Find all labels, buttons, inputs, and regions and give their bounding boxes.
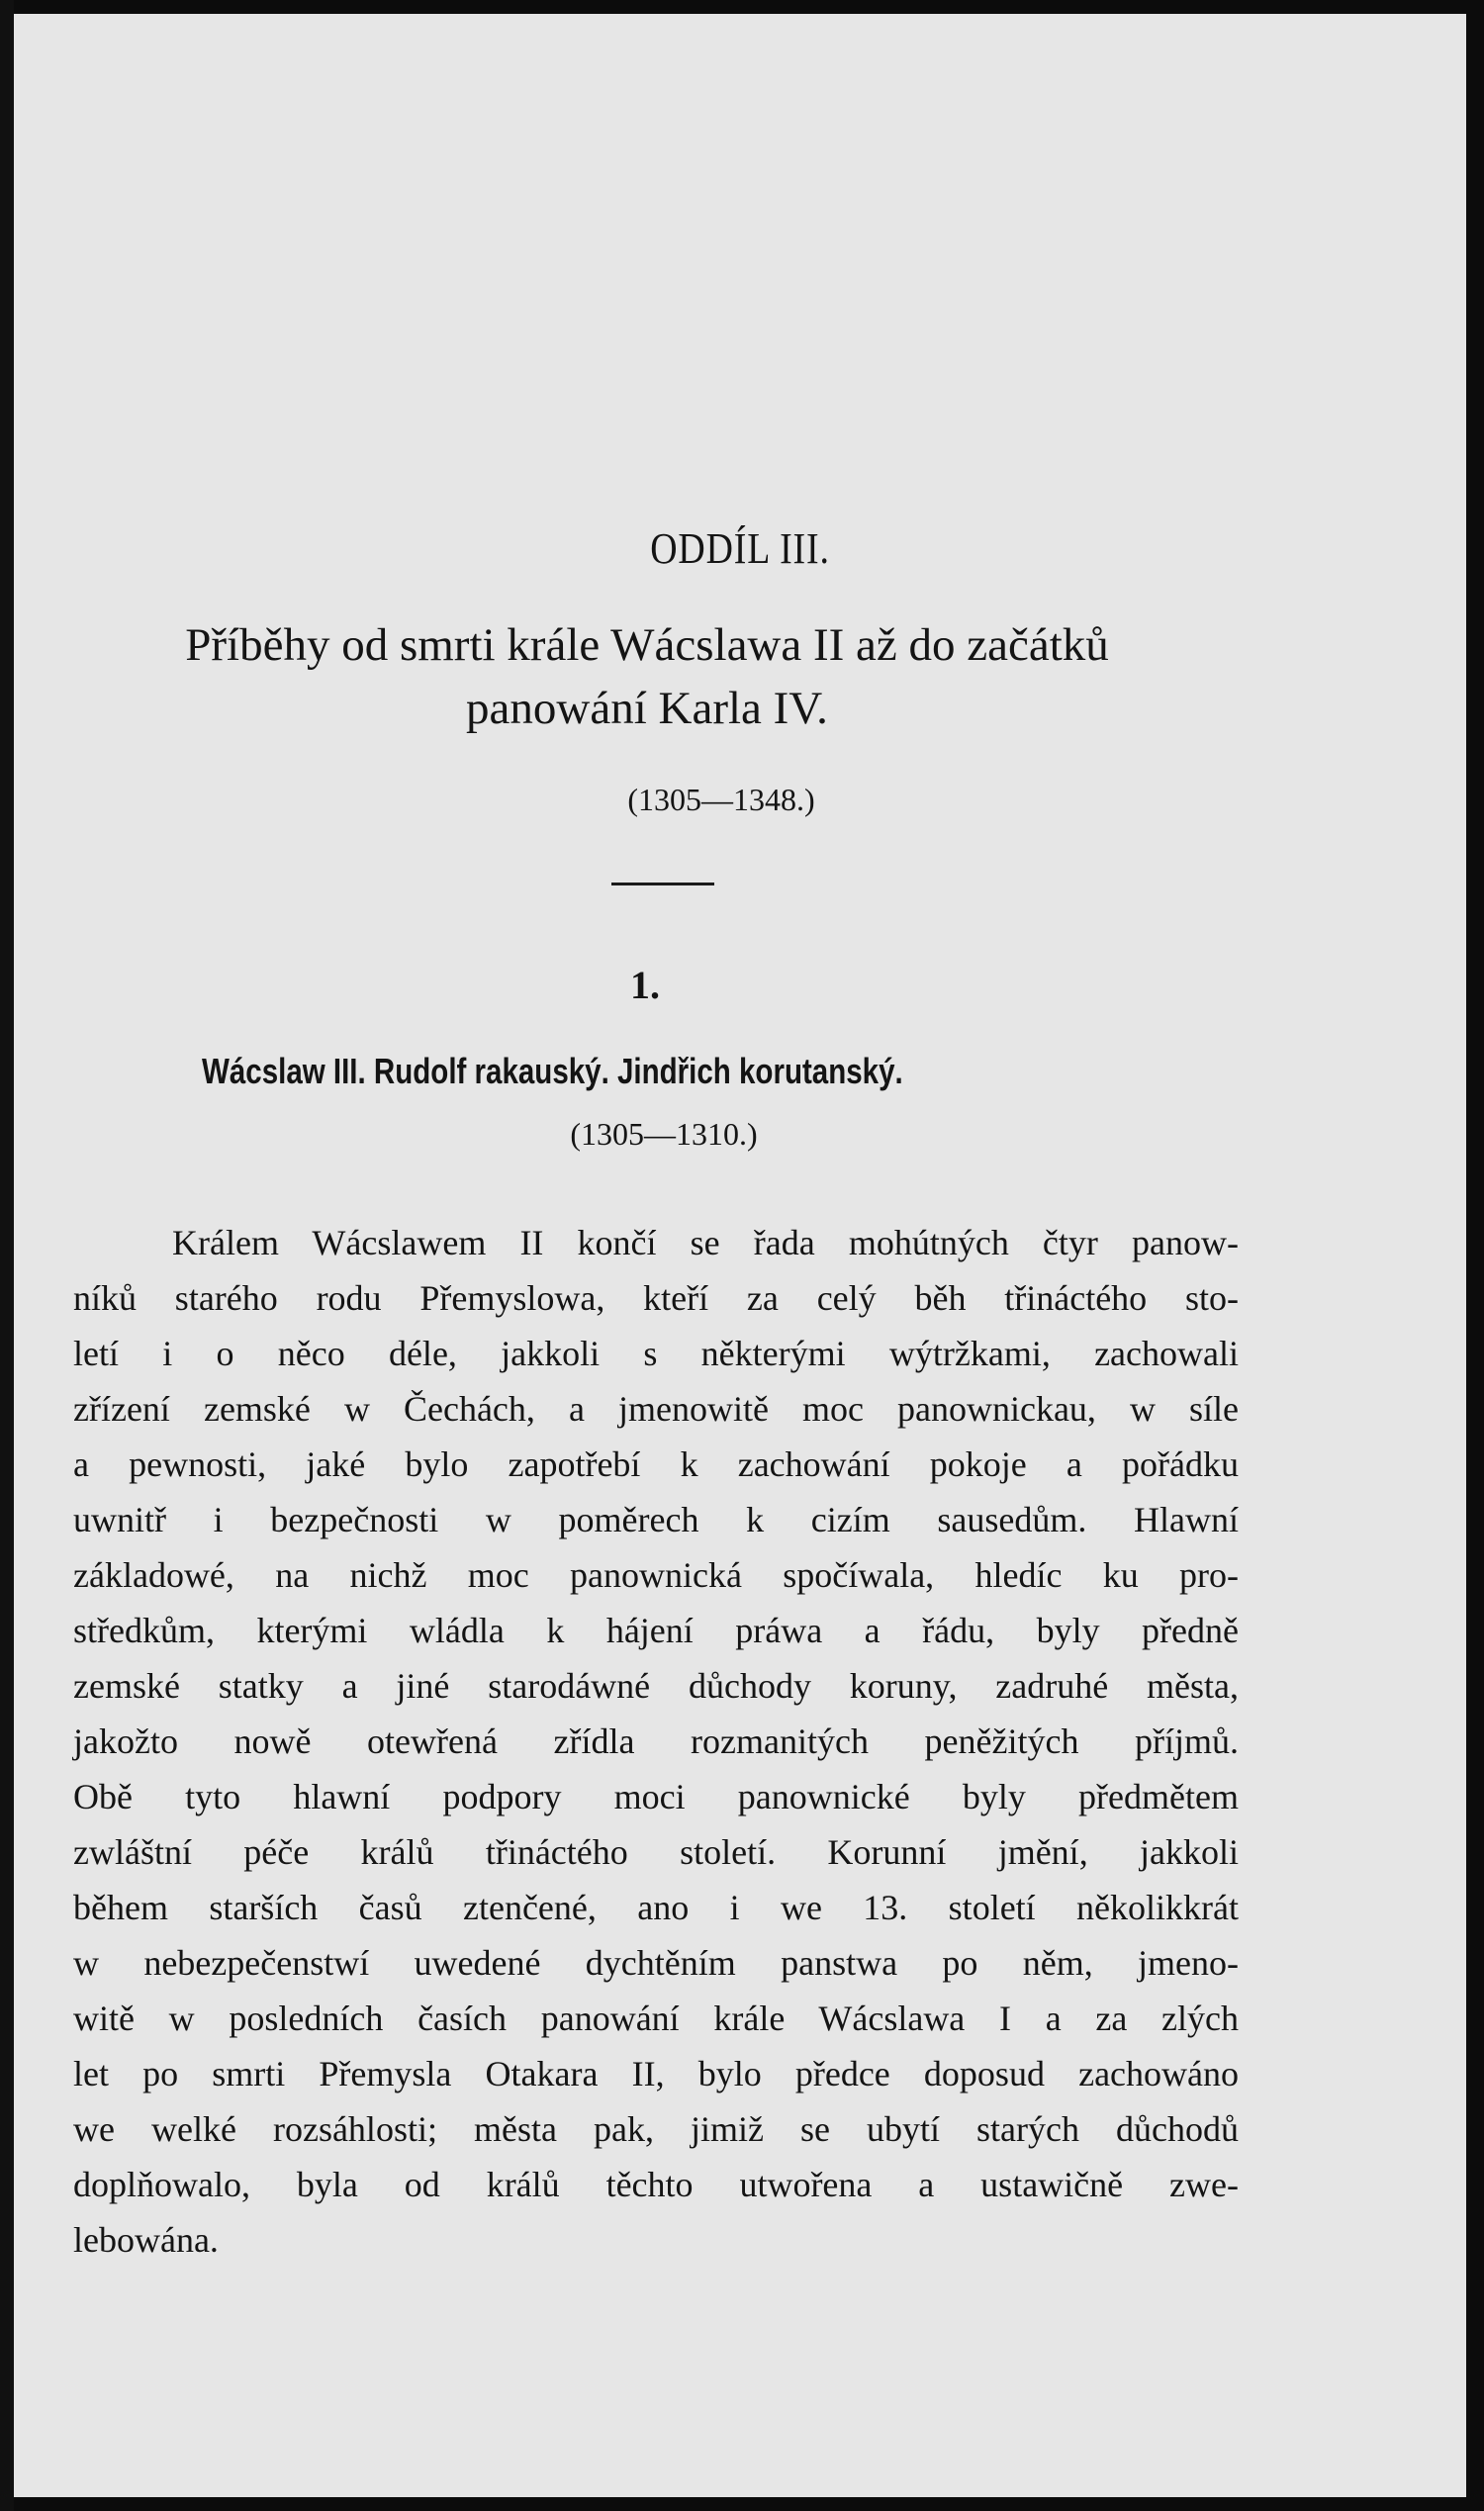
body-line: uwnitř i bezpečnosti w poměrech k cizím sausedům. Hlawní: [73, 1500, 1239, 1539]
body-line: a pewnosti, jaké bylo zapotřebí k zachowání pokoje a pořádku: [73, 1444, 1239, 1484]
body-paragraph: [73, 1215, 1239, 2268]
body-line: níků starého rodu Přemyslowa, kteří za celý běh třináctého sto-: [73, 1278, 1239, 1318]
body-line: středkům, kterými wládla k hájení práwa a řádu, byly předně: [73, 1611, 1239, 1650]
body-line: witě w posledních časích panowání krále Wácslawa I a za zlých: [73, 1999, 1239, 2038]
section-years: (1305—1348.): [627, 782, 815, 817]
body-line: lebowána.: [73, 2220, 219, 2260]
body-line: Obě tyto hlawní podpory moci panownické byly předmětem: [73, 1777, 1239, 1816]
body-line: we welké rozsáhlosti; města pak, jimiž se ubytí starých důchodů: [73, 2109, 1239, 2149]
body-line: zřízení zemské w Čechách, a jmenowitě moc panownickau, w síle: [73, 1389, 1239, 1429]
section-title-line-1: Příběhy od smrti krále Wácslawa II až do začátků: [185, 619, 1109, 671]
body-line: zemské statky a jiné starodáwné důchody koruny, zadruhé města,: [73, 1666, 1239, 1706]
section-heading: ODDÍL III.: [650, 524, 830, 573]
body-line: letí i o něco déle, jakkoli s některými wýtržkami, zachowali: [73, 1334, 1239, 1373]
body-line: w nebezpečenstwí uwedené dychtěním panstwa po něm, jmeno-: [73, 1943, 1239, 1983]
body-line: jakožto nowě otewřená zřídla rozmanitých peněžitých příjmů.: [73, 1721, 1239, 1761]
book-page: [14, 14, 1466, 2497]
body-line: doplňowalo, byla od králů těchto utwořena a ustawičně zwe-: [73, 2165, 1239, 2204]
body-line: let po smrti Přemysla Otakara II, bylo předce doposud zachowáno: [73, 2054, 1239, 2093]
body-line: zwláštní péče králů třináctého století. Korunní jmění, jakkoli: [73, 1832, 1239, 1872]
chapter-number: 1.: [630, 963, 660, 1007]
body-line: základowé, na nichž moc panownická spočíwala, hledíc ku pro-: [73, 1555, 1239, 1595]
chapter-years: (1305—1310.): [570, 1116, 758, 1152]
body-line: Králem Wácslawem II končí se řada mohútných čtyr panow-: [172, 1223, 1239, 1262]
divider-rule: [611, 883, 714, 885]
body-line: během starších časů ztenčené, ano i we 13. století několikkrát: [73, 1888, 1239, 1927]
chapter-title: Wácslaw III. Rudolf rakauský. Jindřich korutanský.: [202, 1051, 903, 1091]
scan-edge: [0, 0, 14, 2511]
section-title-line-2: panowání Karla IV.: [466, 683, 828, 734]
